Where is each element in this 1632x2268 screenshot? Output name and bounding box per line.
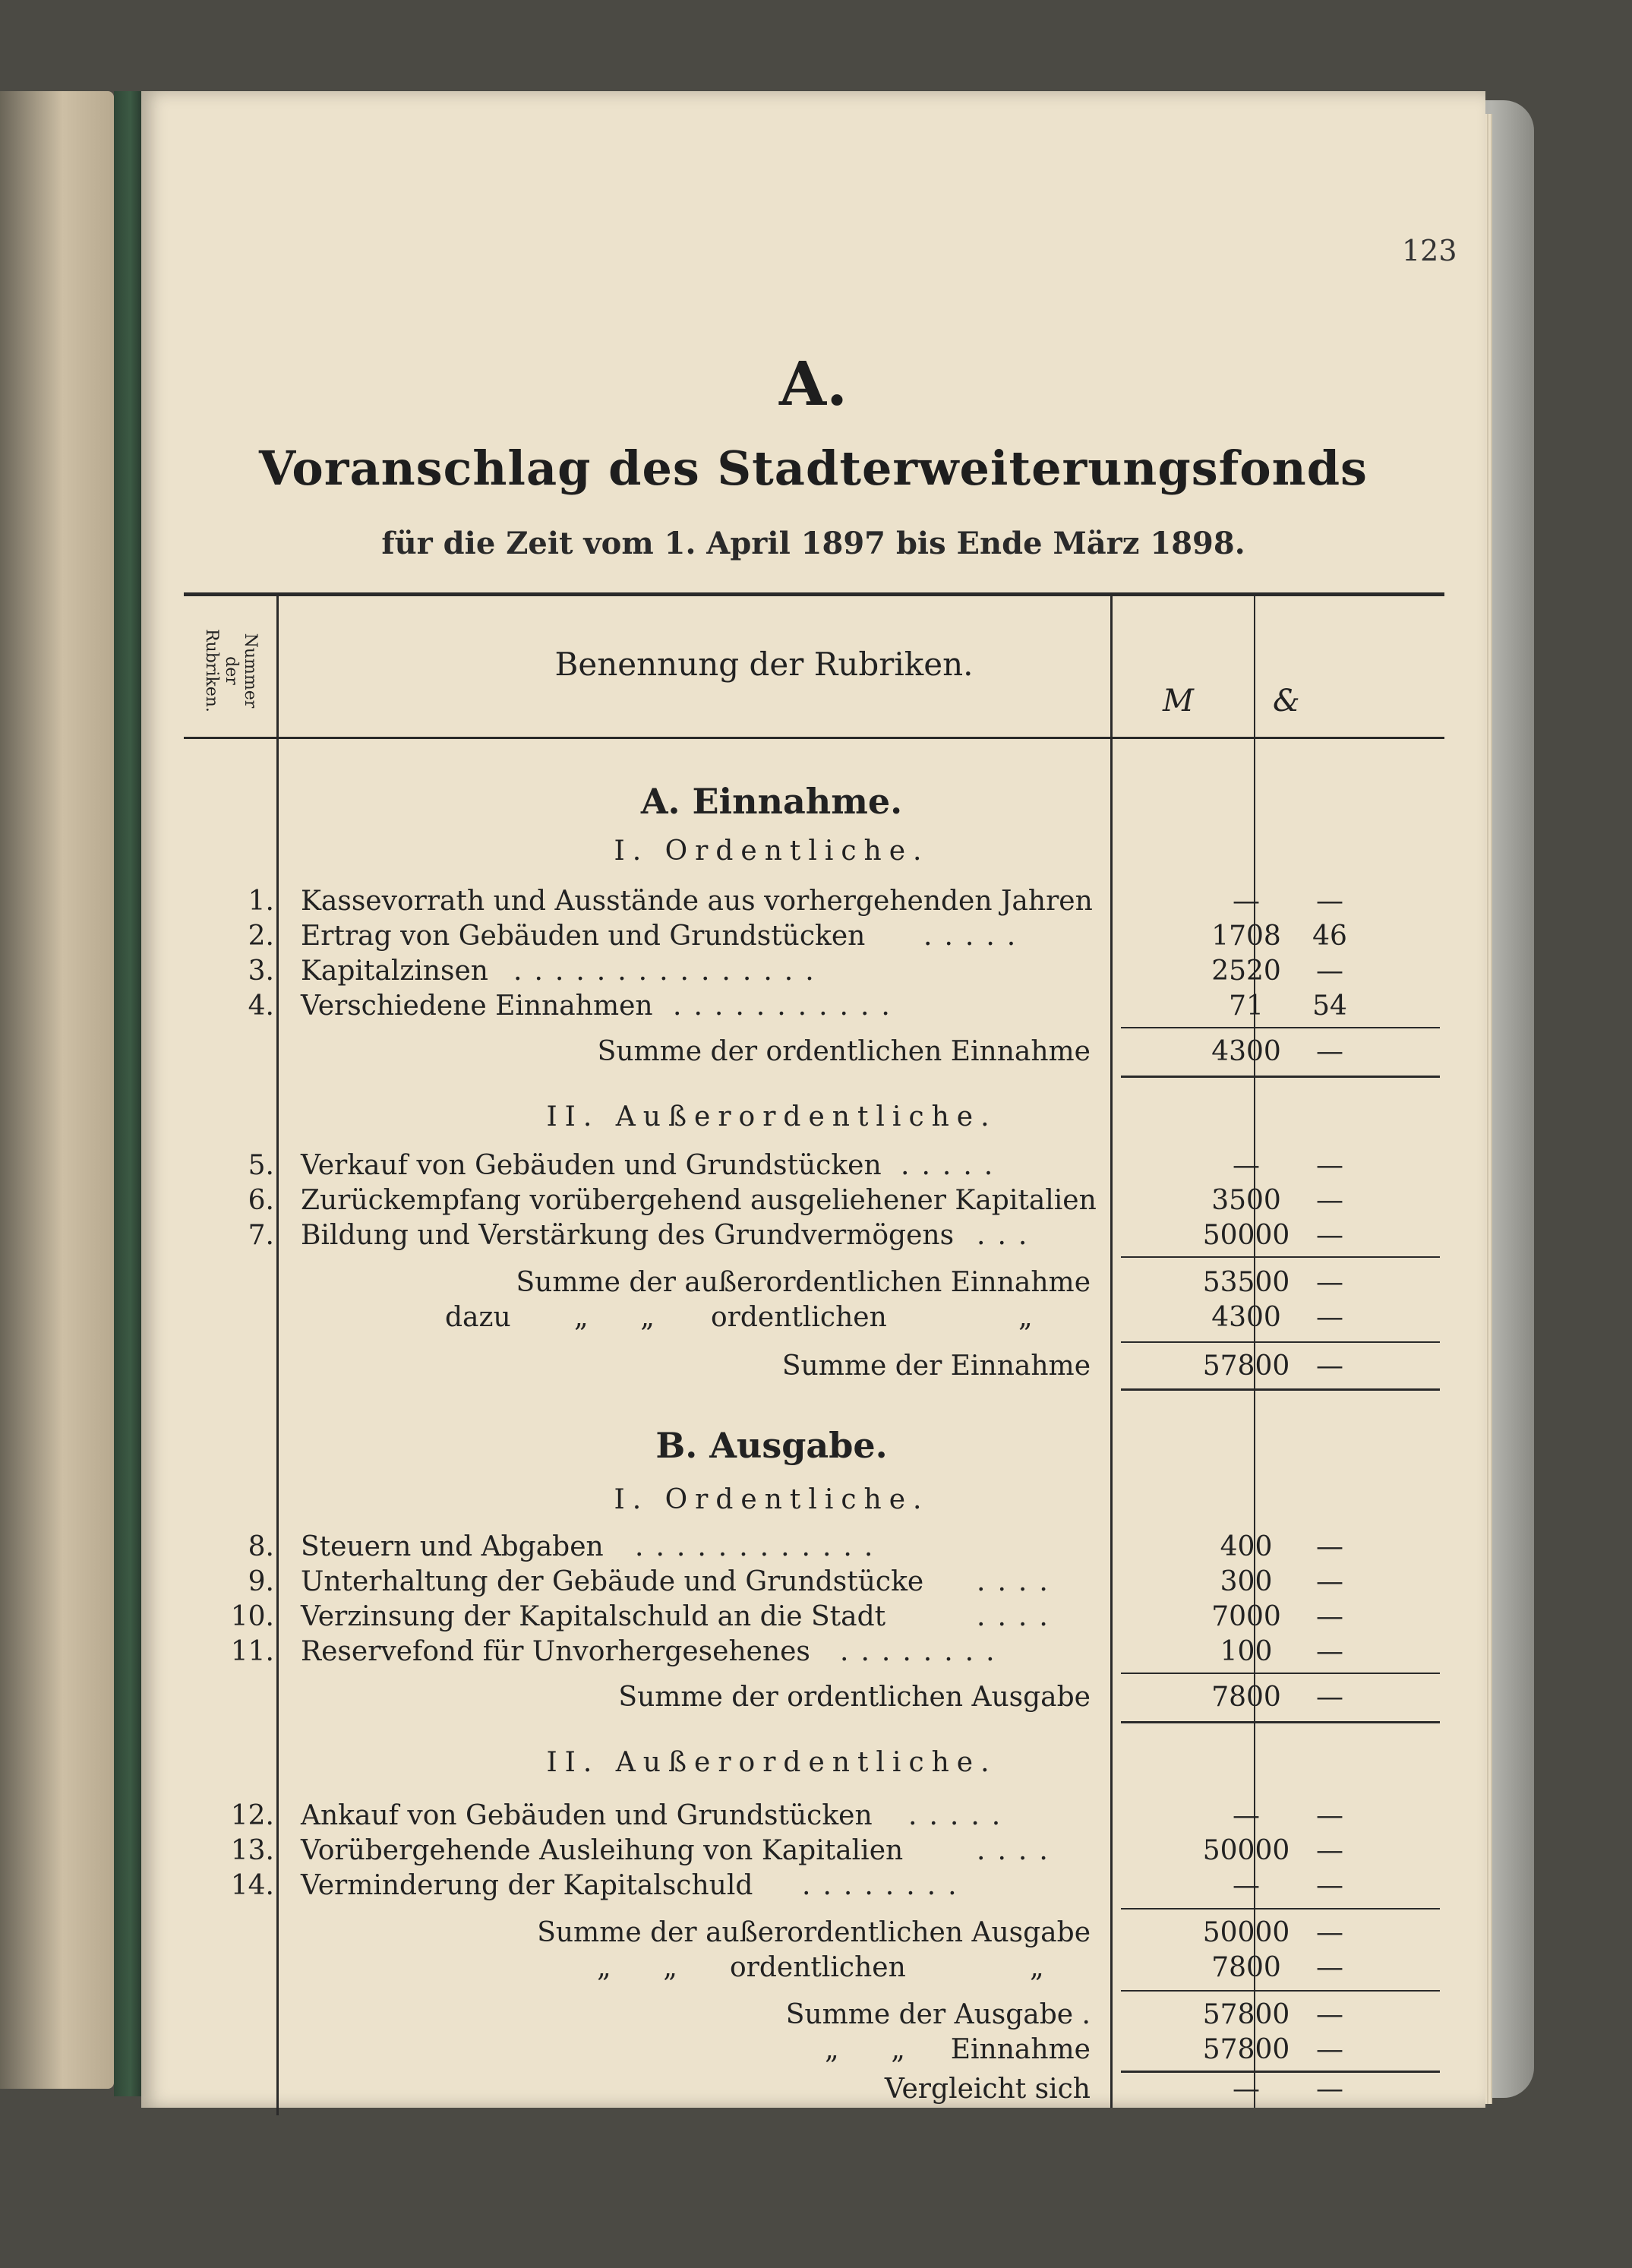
row-mark: 71	[1229, 990, 1264, 1022]
row-label: Kapitalzinsen	[301, 956, 488, 987]
row-label: Verschiedene Einnahmen	[301, 990, 653, 1022]
plus-label: ordentlichen	[711, 1302, 887, 1333]
dot-leader: ........	[840, 1636, 1007, 1667]
sum-rule	[1121, 1673, 1440, 1674]
row-label: Verkauf von Gebäuden und Grundstücken	[301, 1150, 882, 1181]
balance-row	[141, 2034, 1485, 2069]
dot-leader: ....	[977, 1835, 1060, 1866]
row-number: 6.	[248, 1185, 274, 1216]
sum-mark: 50000	[1202, 1917, 1290, 1948]
row-number: 5.	[248, 1150, 274, 1181]
plus-row	[141, 1302, 1485, 1337]
row-number: 7.	[248, 1220, 274, 1251]
row-pf: —	[1316, 1870, 1343, 1901]
row-label: Zurückempfang vorübergehend ausgeliehener Kapitalien	[301, 1185, 1097, 1216]
table-row	[141, 1870, 1485, 1905]
row-pf: —	[1316, 1185, 1343, 1216]
table-row	[141, 1601, 1485, 1636]
page-title: Voranschlag des Stadterweiterungsfonds	[259, 441, 1368, 496]
sum-rule	[1121, 1027, 1440, 1028]
dot-leader: ...........	[673, 990, 902, 1022]
table-row	[141, 1150, 1485, 1185]
row-label: Ankauf von Gebäuden und Grundstücken	[301, 1800, 873, 1831]
dot-leader: .....	[908, 1800, 1013, 1831]
book-binding	[114, 91, 141, 2096]
row-number: 2.	[248, 921, 274, 952]
row-mark: 300	[1220, 1566, 1273, 1597]
left-page-edge	[0, 91, 114, 2089]
row-number: 1.	[248, 886, 274, 917]
balance-income-pf: —	[1316, 2034, 1343, 2065]
table-row	[141, 956, 1485, 990]
table-row	[141, 1800, 1485, 1835]
sum-pf: —	[1316, 1036, 1343, 1067]
row-mark: 1708	[1211, 921, 1281, 952]
total-pf: —	[1316, 1350, 1343, 1382]
expense-extraordinary-heading: II. Außerordentliche.	[546, 1747, 997, 1778]
sum-rule	[1121, 1256, 1440, 1258]
ditto-marks: „ „	[597, 1952, 677, 1983]
income-heading: A. Einnahme.	[640, 781, 903, 822]
row-label: Vorübergehende Ausleihung von Kapitalien	[301, 1835, 904, 1866]
row-mark: —	[1233, 886, 1260, 917]
plus-prefix: dazu	[445, 1302, 511, 1333]
sum-mark: 7800	[1211, 1682, 1281, 1713]
document-page	[141, 91, 1485, 2108]
income-ordinary-heading: I. Ordentliche.	[614, 835, 930, 867]
row-label: Steuern und Abgaben	[301, 1531, 604, 1562]
sum-label: Summe der ordentlichen Einnahme	[597, 1036, 1091, 1067]
total-mark: 57800	[1202, 1350, 1290, 1382]
row-mark: 2520	[1211, 956, 1281, 987]
total-rule	[1121, 2071, 1440, 2073]
dot-leader: ....	[977, 1566, 1060, 1597]
sum-double-rule	[1121, 1076, 1440, 1078]
sum-mark: 4300	[1211, 1036, 1281, 1067]
compare-pf: —	[1316, 2074, 1343, 2105]
row-number: 10.	[230, 1601, 274, 1632]
row-label: Verminderung der Kapitalschuld	[301, 1870, 753, 1901]
expense-heading: B. Ausgabe.	[655, 1425, 888, 1466]
table-row	[141, 1185, 1485, 1220]
sum-label: Summe der ordentlichen Ausgabe	[618, 1682, 1091, 1713]
compare-mark: —	[1233, 2074, 1260, 2105]
sum-rule	[1121, 1908, 1440, 1909]
total-rule	[1121, 1388, 1440, 1391]
row-mark: —	[1233, 1870, 1260, 1901]
row-pf: —	[1316, 1601, 1343, 1632]
row-label: Bildung und Verstärkung des Grundvermögens	[301, 1220, 955, 1251]
row-pf: —	[1316, 1150, 1343, 1181]
row-mark: 50000	[1202, 1835, 1290, 1866]
ditto-marks: „ „	[825, 2034, 905, 2065]
row-number: 13.	[230, 1835, 274, 1866]
table-row	[141, 1531, 1485, 1566]
page-subtitle: für die Zeit vom 1. April 1897 bis Ende März 1898.	[381, 526, 1245, 561]
row-pf: —	[1316, 956, 1343, 987]
dot-leader: ............	[635, 1531, 885, 1562]
plus-label: ordentlichen	[730, 1952, 906, 1983]
income-extraordinary-heading: II. Außerordentliche.	[546, 1101, 997, 1132]
row-pf: —	[1316, 1636, 1343, 1667]
sum-row	[141, 1682, 1485, 1717]
compare-row	[141, 2074, 1485, 2108]
pf-column-header: &	[1273, 684, 1300, 719]
row-pf: —	[1316, 1220, 1343, 1251]
table-row	[141, 921, 1485, 956]
row-label: Verzinsung der Kapitalschuld an die Stadt	[301, 1601, 886, 1632]
row-pf: —	[1316, 1835, 1343, 1866]
plus-row	[141, 1952, 1485, 1987]
row-pf: —	[1316, 1531, 1343, 1562]
row-number: 8.	[248, 1531, 274, 1562]
row-mark: 100	[1220, 1636, 1273, 1667]
ditto-mark: „	[1030, 1952, 1044, 1983]
row-number: 11.	[230, 1636, 274, 1667]
dot-leader: .....	[923, 921, 1028, 952]
sum-rule	[1121, 1990, 1440, 1992]
row-number: 12.	[230, 1800, 274, 1831]
total-row	[141, 1999, 1485, 2034]
balance-income-mark: 57800	[1202, 2034, 1290, 2065]
sum-row	[141, 1917, 1485, 1952]
ditto-mark: „	[1018, 1302, 1033, 1333]
row-label: Unterhaltung der Gebäude und Grundstücke	[301, 1566, 924, 1597]
balance-income-label: Einnahme	[950, 2034, 1091, 2065]
table-row	[141, 1220, 1485, 1255]
page-number: 123	[1402, 234, 1457, 267]
sum-pf: —	[1316, 1267, 1343, 1298]
ditto-marks: „ „	[574, 1302, 655, 1333]
total-pf: —	[1316, 1999, 1343, 2030]
row-label: Reservefond für Unvorhergesehenes	[301, 1636, 810, 1667]
dot-leader: ........	[802, 1870, 969, 1901]
sum-label: Summe der außerordentlichen Einnahme	[516, 1267, 1091, 1298]
row-mark: 3500	[1211, 1185, 1281, 1216]
sum-rule	[1121, 1341, 1440, 1343]
row-mark: —	[1233, 1150, 1260, 1181]
dot-leader: ...............	[513, 956, 826, 987]
row-pf: 46	[1312, 921, 1347, 952]
plus-pf: —	[1316, 1302, 1343, 1333]
total-label: Summe der Ausgabe .	[785, 1999, 1091, 2030]
plus-mark: 7800	[1211, 1952, 1281, 1983]
table-row	[141, 1636, 1485, 1671]
dot-leader: .....	[901, 1150, 1005, 1181]
sum-row	[141, 1036, 1485, 1071]
sum-mark: 53500	[1202, 1267, 1290, 1298]
mark-column-header: M	[1163, 684, 1194, 719]
table-row	[141, 1835, 1485, 1870]
table-row	[141, 1566, 1485, 1601]
plus-mark: 4300	[1211, 1302, 1281, 1333]
table-row	[141, 886, 1485, 921]
sum-row	[141, 1267, 1485, 1302]
dot-leader: ....	[977, 1601, 1060, 1632]
table-top-rule	[184, 592, 1444, 596]
header-bottom-rule	[184, 737, 1444, 739]
row-pf: 54	[1312, 990, 1347, 1022]
plus-pf: —	[1316, 1952, 1343, 1983]
row-number: 4.	[248, 990, 274, 1022]
number-column-header: Nummer der Rubriken.	[202, 629, 260, 712]
row-pf: —	[1316, 1566, 1343, 1597]
total-mark: 57800	[1202, 1999, 1290, 2030]
compare-label: Vergleicht sich	[884, 2074, 1091, 2105]
name-column-header: Benennung der Rubriken.	[554, 646, 974, 683]
row-mark: 7000	[1211, 1601, 1281, 1632]
row-mark: 50000	[1202, 1220, 1290, 1251]
sum-label: Summe der außerordentlichen Ausgabe	[537, 1917, 1091, 1948]
sum-pf: —	[1316, 1682, 1343, 1713]
row-number: 14.	[230, 1870, 274, 1901]
row-mark: 400	[1220, 1531, 1273, 1562]
table-row	[141, 990, 1485, 1025]
sum-double-rule	[1121, 1721, 1440, 1723]
expense-ordinary-heading: I. Ordentliche.	[614, 1484, 930, 1515]
row-label: Kassevorrath und Ausstände aus vorhergehenden Jahren	[301, 886, 1093, 917]
row-pf: —	[1316, 1800, 1343, 1831]
row-mark: —	[1233, 1800, 1260, 1831]
row-number: 9.	[248, 1566, 274, 1597]
sum-pf: —	[1316, 1917, 1343, 1948]
row-number: 3.	[248, 956, 274, 987]
dot-leader: ...	[977, 1220, 1040, 1251]
section-letter: A.	[779, 348, 848, 419]
total-label: Summe der Einnahme	[781, 1350, 1091, 1382]
total-row	[141, 1350, 1485, 1385]
row-label: Ertrag von Gebäuden und Grundstücken	[301, 921, 866, 952]
row-pf: —	[1316, 886, 1343, 917]
